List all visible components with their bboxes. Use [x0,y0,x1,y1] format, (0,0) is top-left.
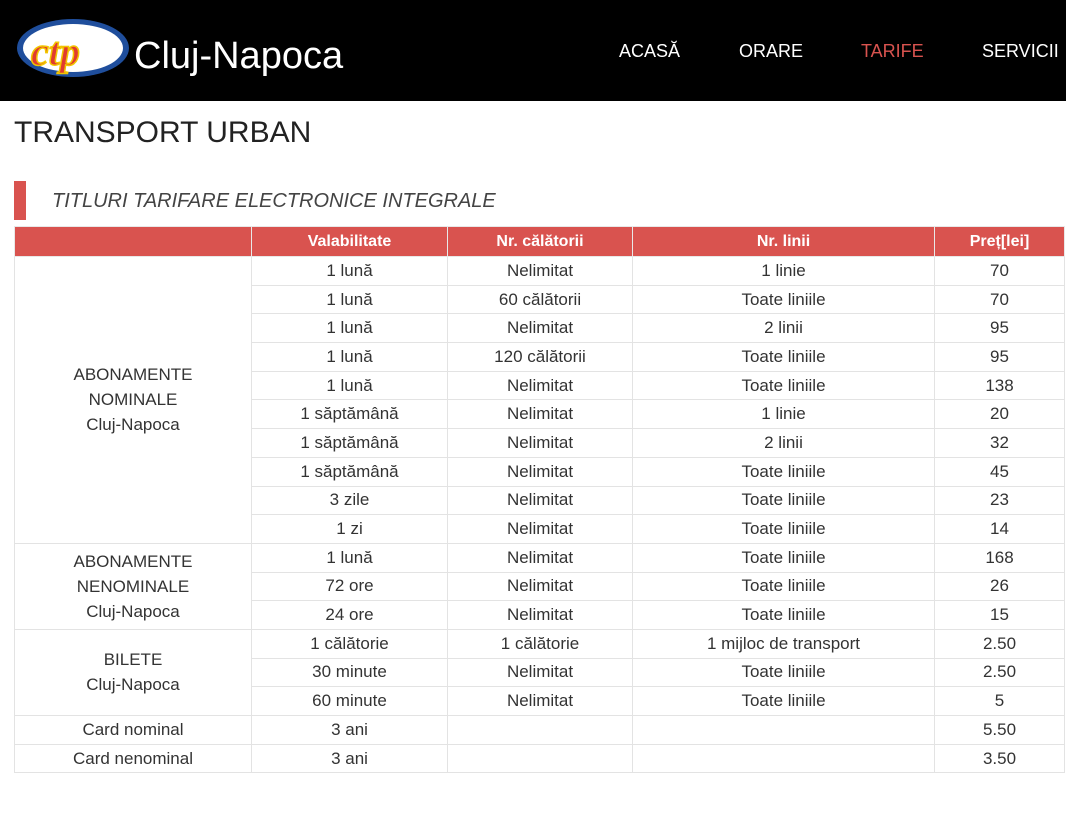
nr-calatorii-cell: 60 călătorii [448,285,633,314]
table-row [15,716,1065,745]
category-label: Card nenominal [72,749,193,769]
nav-servicii[interactable]: SERVICII [982,41,1059,61]
valabilitate-cell: 24 ore [252,601,448,630]
category-label: BILETE [103,650,163,670]
table-row [15,744,1065,773]
pret-cell: 70 [935,257,1065,286]
category-label: ABONAMENTE [73,551,193,571]
nr-linii-cell [633,716,935,745]
nr-calatorii-cell: Nelimitat [448,314,633,343]
brand-title[interactable]: Cluj-Napoca [134,35,344,77]
category-label: NENOMINALE [76,576,190,596]
valabilitate-cell: 1 lună [252,314,448,343]
category-cell [15,629,252,715]
category-label: ABONAMENTE [73,365,193,385]
nr-linii-cell: 1 linie [633,257,935,286]
header-nr-linii: Nr. linii [633,227,935,257]
pret-cell: 70 [935,285,1065,314]
category-cell [15,744,252,773]
nr-linii-cell: Toate liniile [633,371,935,400]
nr-linii-cell: Toate liniile [633,572,935,601]
nr-calatorii-cell: Nelimitat [448,658,633,687]
nr-calatorii-cell [448,744,633,773]
valabilitate-cell: 60 minute [252,687,448,716]
nr-calatorii-cell: Nelimitat [448,429,633,458]
category-cell [15,543,252,629]
valabilitate-cell: 3 ani [252,716,448,745]
valabilitate-cell: 1 săptămână [252,457,448,486]
category-label: NOMINALE [88,390,178,410]
pret-cell: 5.50 [935,716,1065,745]
nav-acasa[interactable]: ACASĂ [619,41,681,61]
section-accent-bar [14,181,26,220]
category-label: Cluj-Napoca [86,675,180,695]
valabilitate-cell: 3 ani [252,744,448,773]
header-nr-calatorii: Nr. călătorii [448,227,633,257]
nr-linii-cell: Toate liniile [633,515,935,544]
pret-cell: 26 [935,572,1065,601]
pret-cell: 2.50 [935,629,1065,658]
fares-table [14,226,1065,773]
table-row [15,629,1065,658]
valabilitate-cell: 72 ore [252,572,448,601]
nr-linii-cell: Toate liniile [633,457,935,486]
category-cell [15,257,252,544]
nr-linii-cell: 2 linii [633,314,935,343]
nr-calatorii-cell: Nelimitat [448,515,633,544]
section-title: TITLURI TARIFARE ELECTRONICE INTEGRALE [52,190,496,212]
fares-body [15,257,1065,773]
nr-linii-cell: Toate liniile [633,543,935,572]
pret-cell: 45 [935,457,1065,486]
nr-calatorii-cell: Nelimitat [448,486,633,515]
header-valabilitate: Valabilitate [252,227,448,257]
valabilitate-cell: 1 lună [252,257,448,286]
pret-cell: 20 [935,400,1065,429]
nr-calatorii-cell: Nelimitat [448,457,633,486]
pret-cell: 3.50 [935,744,1065,773]
nr-linii-cell: Toate liniile [633,486,935,515]
nr-calatorii-cell: Nelimitat [448,400,633,429]
nr-calatorii-cell: 1 călătorie [448,629,633,658]
valabilitate-cell: 1 săptămână [252,429,448,458]
pret-cell: 168 [935,543,1065,572]
nr-calatorii-cell: Nelimitat [448,257,633,286]
pret-cell: 95 [935,343,1065,372]
category-label: Cluj-Napoca [86,601,180,621]
nr-calatorii-cell: Nelimitat [448,601,633,630]
valabilitate-cell: 30 minute [252,658,448,687]
pret-cell: 5 [935,687,1065,716]
pret-cell: 32 [935,429,1065,458]
nav-orare[interactable]: ORARE [739,41,804,61]
category-cell [15,716,252,745]
pret-cell: 138 [935,371,1065,400]
pret-cell: 95 [935,314,1065,343]
valabilitate-cell: 1 lună [252,343,448,372]
nr-linii-cell: Toate liniile [633,285,935,314]
table-row [15,543,1065,572]
nr-linii-cell: Toate liniile [633,658,935,687]
nr-calatorii-cell: Nelimitat [448,543,633,572]
valabilitate-cell: 3 zile [252,486,448,515]
valabilitate-cell: 1 lună [252,543,448,572]
nr-linii-cell: Toate liniile [633,687,935,716]
nav-tarife[interactable]: TARIFE [861,41,924,61]
category-label: Card nominal [82,720,184,740]
logo-lettering: ctp [31,29,80,74]
pret-cell: 23 [935,486,1065,515]
valabilitate-cell: 1 lună [252,285,448,314]
table-header-row [15,227,1065,257]
nr-linii-cell: Toate liniile [633,343,935,372]
nr-calatorii-cell: Nelimitat [448,572,633,601]
pret-cell: 15 [935,601,1065,630]
nr-linii-cell [633,744,935,773]
nr-calatorii-cell: Nelimitat [448,687,633,716]
pret-cell: 2.50 [935,658,1065,687]
pret-cell: 14 [935,515,1065,544]
table-row [15,257,1065,286]
nr-calatorii-cell: 120 călătorii [448,343,633,372]
site-header [0,0,1066,101]
nr-linii-cell: 2 linii [633,429,935,458]
page-title: TRANSPORT URBAN [14,116,312,149]
valabilitate-cell: 1 lună [252,371,448,400]
valabilitate-cell: 1 călătorie [252,629,448,658]
nr-calatorii-cell: Nelimitat [448,371,633,400]
nr-linii-cell: Toate liniile [633,601,935,630]
header-pret: Preț[lei] [935,227,1065,257]
nr-calatorii-cell [448,716,633,745]
header-category [15,227,252,257]
ctp-logo[interactable] [14,14,132,80]
category-label: Cluj-Napoca [86,415,180,435]
nr-linii-cell: 1 mijloc de transport [633,629,935,658]
nr-linii-cell: 1 linie [633,400,935,429]
valabilitate-cell: 1 zi [252,515,448,544]
valabilitate-cell: 1 săptămână [252,400,448,429]
